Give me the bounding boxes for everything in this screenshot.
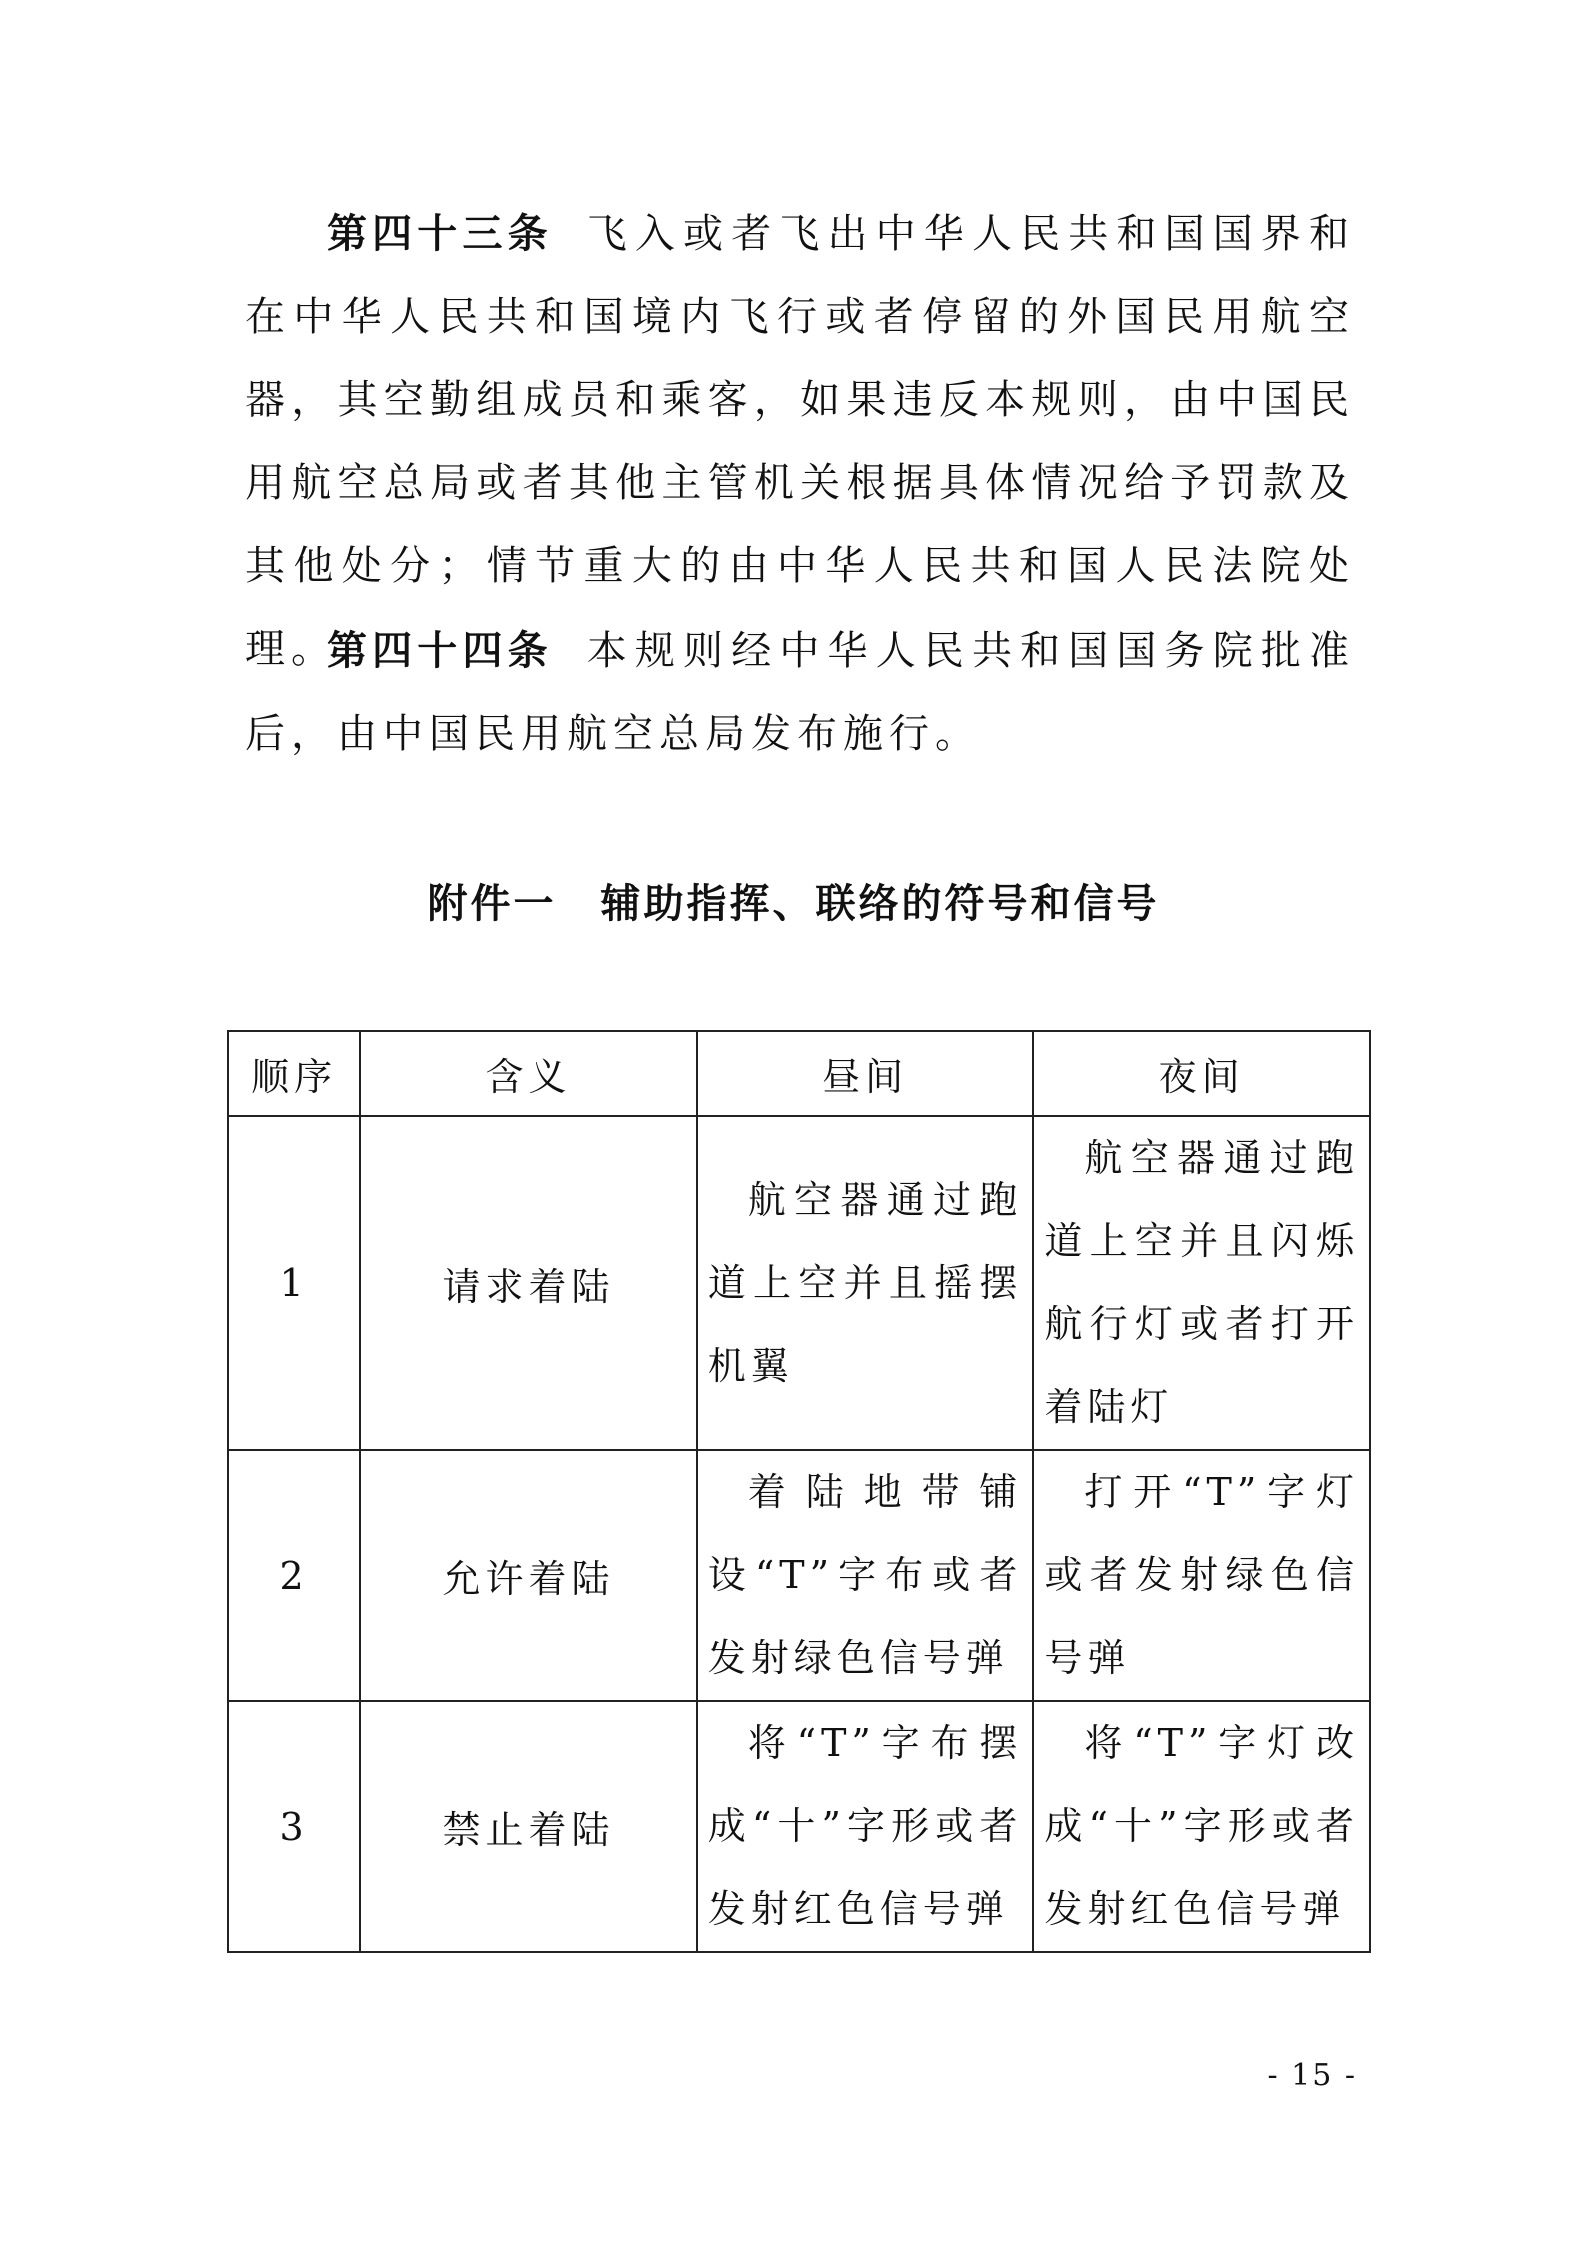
cell-day: 将“T”字布摆成“十”字形或者发射红色信号弹 bbox=[697, 1701, 1034, 1952]
article-43-label: 第四十三条 bbox=[327, 211, 553, 257]
appendix-number: 附件一 bbox=[427, 881, 557, 927]
cell-night: 将“T”字灯改成“十”字形或者发射红色信号弹 bbox=[1033, 1701, 1370, 1952]
article-43-text: 飞入或者飞出中华人民共和国国界和在中华人民共和国境内飞行或者停留的外国民用航空器，其空勤组成员和乘客，如果违反本规则，由中国民用航空总局或者其他主管机关根据具体情况给予罚款及其他处分；情节重大的由中华人民共和国人民法院处理。 bbox=[245, 211, 1355, 672]
signals-table bbox=[227, 1030, 1371, 1953]
cell-meaning: 请求着陆 bbox=[360, 1116, 697, 1450]
cell-night: 打开“T”字灯或者发射绿色信号弹 bbox=[1033, 1450, 1370, 1701]
article-44-text: 本规则经中华人民共和国国务院批准后，由中国民用航空总局发布施行。 bbox=[245, 628, 1355, 757]
table-header-row bbox=[228, 1031, 1370, 1116]
header-day: 昼间 bbox=[697, 1031, 1034, 1116]
appendix-heading bbox=[0, 872, 1587, 929]
cell-meaning: 允许着陆 bbox=[360, 1450, 697, 1701]
cell-day: 航空器通过跑道上空并且摇摆机翼 bbox=[697, 1116, 1034, 1450]
page-number: - 15 - bbox=[1267, 2058, 1357, 2093]
cell-meaning: 禁止着陆 bbox=[360, 1701, 697, 1952]
article-44 bbox=[245, 610, 1355, 776]
table-row bbox=[228, 1450, 1370, 1701]
header-order: 顺序 bbox=[228, 1031, 360, 1116]
cell-night: 航空器通过跑道上空并且闪烁航行灯或者打开着陆灯 bbox=[1033, 1116, 1370, 1450]
cell-order: 3 bbox=[228, 1701, 360, 1952]
article-44-label: 第四十四条 bbox=[327, 628, 553, 674]
table-row bbox=[228, 1701, 1370, 1952]
cell-order: 2 bbox=[228, 1450, 360, 1701]
appendix-title: 辅助指挥、联络的符号和信号 bbox=[600, 881, 1160, 927]
header-night: 夜间 bbox=[1033, 1031, 1370, 1116]
cell-day: 着陆地带铺设“T”字布或者发射绿色信号弹 bbox=[697, 1450, 1034, 1701]
table-row bbox=[228, 1116, 1370, 1450]
cell-order: 1 bbox=[228, 1116, 360, 1450]
header-meaning: 含义 bbox=[360, 1031, 697, 1116]
